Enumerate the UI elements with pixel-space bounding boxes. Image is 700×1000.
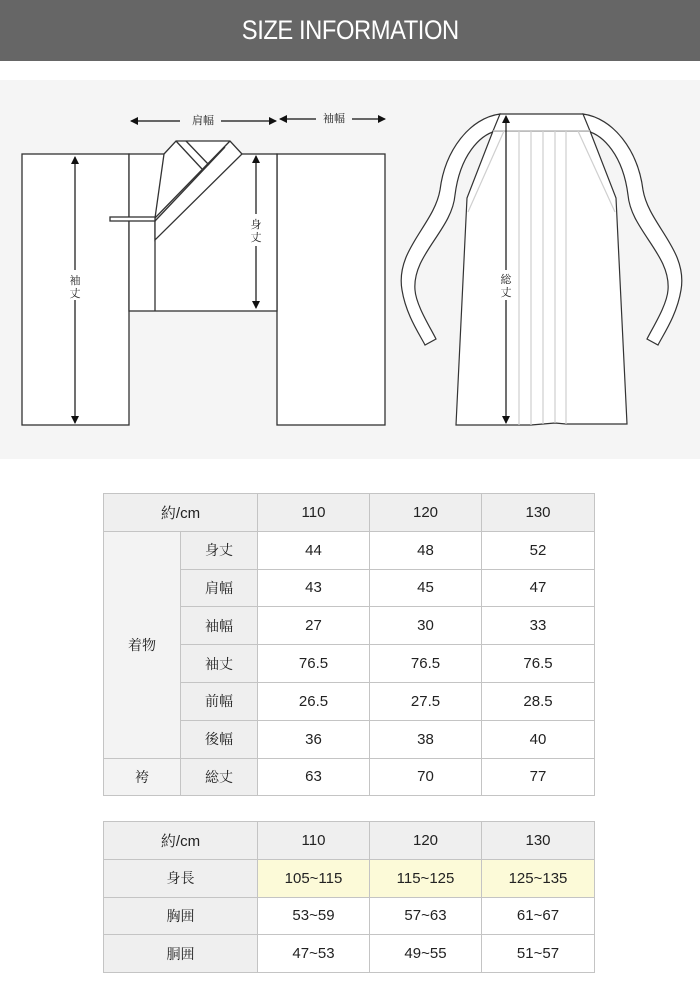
cell: 44: [258, 531, 370, 569]
row-label: 身長: [104, 859, 258, 897]
row-label: 袖丈: [181, 645, 258, 683]
garment-size-table: [103, 493, 595, 796]
cell: 45: [370, 569, 482, 607]
cell: 76.5: [258, 645, 370, 683]
body-size-table: [103, 821, 595, 973]
sleeve-length-label-2: 丈: [69, 287, 81, 300]
cell: 38: [370, 720, 482, 758]
cell: 77: [482, 758, 595, 796]
cell: 28.5: [482, 682, 595, 720]
cell: 51~57: [482, 935, 595, 973]
cell: 70: [370, 758, 482, 796]
row-label: 袖幅: [181, 607, 258, 645]
shoulder-width-label: 肩幅: [192, 114, 214, 127]
cell: 48: [370, 531, 482, 569]
row-label: 胸囲: [104, 897, 258, 935]
group-label-hakama: 袴: [104, 758, 181, 796]
row-label: 後幅: [181, 720, 258, 758]
table-row: [104, 897, 595, 935]
size-header: 120: [370, 494, 482, 532]
row-label: 総丈: [181, 758, 258, 796]
cell: 63: [258, 758, 370, 796]
row-label: 肩幅: [181, 569, 258, 607]
cell: 36: [258, 720, 370, 758]
cell: 33: [482, 607, 595, 645]
cell: 27: [258, 607, 370, 645]
size-header: 110: [258, 822, 370, 860]
total-length-label-2: 丈: [500, 286, 512, 299]
cell: 40: [482, 720, 595, 758]
cell: 47~53: [258, 935, 370, 973]
unit-header: 約/cm: [104, 494, 258, 532]
unit-header: 約/cm: [104, 822, 258, 860]
cell: 76.5: [482, 645, 595, 683]
size-header: 110: [258, 494, 370, 532]
total-length-label-1: 総: [500, 273, 512, 286]
row-label: 身丈: [181, 531, 258, 569]
cell-highlight: 115~125: [370, 859, 482, 897]
size-header: 120: [370, 822, 482, 860]
cell: 61~67: [482, 897, 595, 935]
cell: 43: [258, 569, 370, 607]
page-title: SIZE INFORMATION: [241, 15, 459, 45]
cell: 52: [482, 531, 595, 569]
table-row: [104, 531, 595, 569]
table-header-row: [104, 494, 595, 532]
cell: 27.5: [370, 682, 482, 720]
row-label: 前幅: [181, 682, 258, 720]
size-header: 130: [482, 494, 595, 532]
sleeve-width-label: 袖幅: [323, 112, 345, 125]
cell: 57~63: [370, 897, 482, 935]
cell-highlight: 125~135: [482, 859, 595, 897]
cell: 49~55: [370, 935, 482, 973]
cell: 26.5: [258, 682, 370, 720]
hakama-illustration: [401, 114, 682, 425]
cell: 53~59: [258, 897, 370, 935]
table-header-row: [104, 822, 595, 860]
sleeve-length-label-1: 袖: [69, 274, 81, 287]
row-label: 胴囲: [104, 935, 258, 973]
group-label-kimono: 着物: [104, 531, 181, 758]
size-diagram: [0, 80, 700, 459]
cell-highlight: 105~115: [258, 859, 370, 897]
size-header: 130: [482, 822, 595, 860]
table-row: [104, 935, 595, 973]
body-length-label-2: 丈: [250, 231, 262, 244]
cell: 76.5: [370, 645, 482, 683]
table-row: [104, 758, 595, 796]
page-header: [0, 0, 700, 61]
cell: 47: [482, 569, 595, 607]
body-length-label-1: 身: [250, 218, 262, 231]
cell: 30: [370, 607, 482, 645]
table-row: [104, 859, 595, 897]
